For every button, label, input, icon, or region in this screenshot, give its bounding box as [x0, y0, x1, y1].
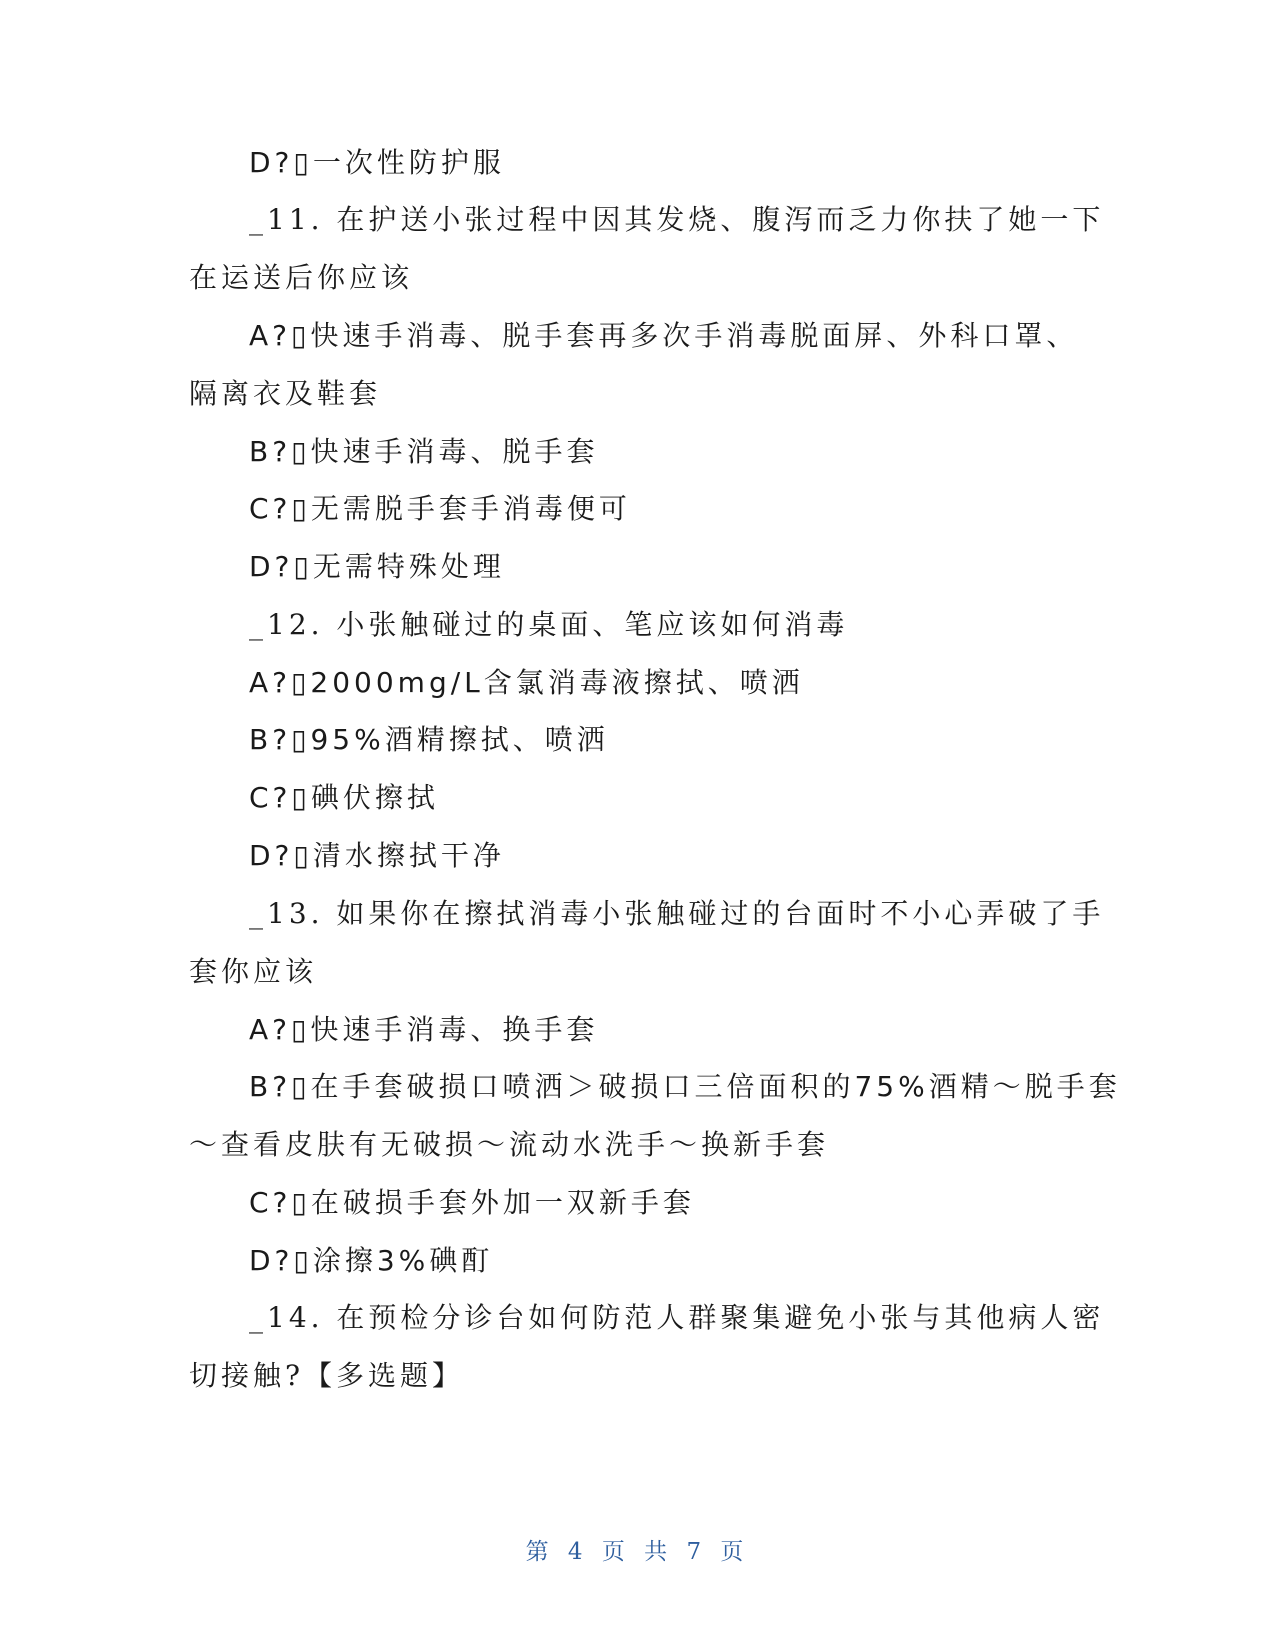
- q13-option-d: D?▯涂擦3%碘酊: [249, 1244, 494, 1277]
- question-14: _14. 在预检分诊台如何防范人群聚集避免小张与其他病人密: [249, 1301, 1105, 1334]
- q12-option-d: D?▯清水擦拭干净: [249, 839, 505, 872]
- question-11-continued: 在运送后你应该: [189, 261, 414, 294]
- q11-option-c: C?▯无需脱手套手消毒便可: [249, 492, 631, 525]
- q13-option-c: C?▯在破损手套外加一双新手套: [249, 1186, 695, 1219]
- question-13: _13. 如果你在擦拭消毒小张触碰过的台面时不小心弄破了手: [249, 897, 1105, 930]
- question-13-continued: 套你应该: [189, 955, 318, 988]
- question-14-continued: 切接触?【多选题】: [189, 1359, 465, 1392]
- q11-option-a: A?▯快速手消毒、脱手套再多次手消毒脱面屏、外科口罩、: [249, 319, 1079, 352]
- q10-option-d: D?▯一次性防护服: [249, 146, 505, 179]
- q11-option-a-continued: 隔离衣及鞋套: [189, 377, 382, 410]
- q13-option-b: B?▯在手套破损口喷洒＞破损口三倍面积的75%酒精～脱手套: [249, 1070, 1121, 1103]
- q12-option-a: A?▯2000mg/L含氯消毒液擦拭、喷洒: [249, 666, 804, 699]
- question-12: _12. 小张触碰过的桌面、笔应该如何消毒: [249, 608, 849, 641]
- page-number-footer: 第 4 页 共 7 页: [525, 1539, 750, 1565]
- q11-option-d: D?▯无需特殊处理: [249, 550, 505, 583]
- q12-option-c: C?▯碘伏擦拭: [249, 781, 439, 814]
- q11-option-b: B?▯快速手消毒、脱手套: [249, 435, 599, 468]
- q13-option-a: A?▯快速手消毒、换手套: [249, 1013, 599, 1046]
- q12-option-b: B?▯95%酒精擦拭、喷洒: [249, 723, 609, 756]
- q13-option-b-continued: ～查看皮肤有无破损～流动水洗手～换新手套: [189, 1128, 830, 1161]
- question-11: _11. 在护送小张过程中因其发烧、腹泻而乏力你扶了她一下: [249, 203, 1105, 236]
